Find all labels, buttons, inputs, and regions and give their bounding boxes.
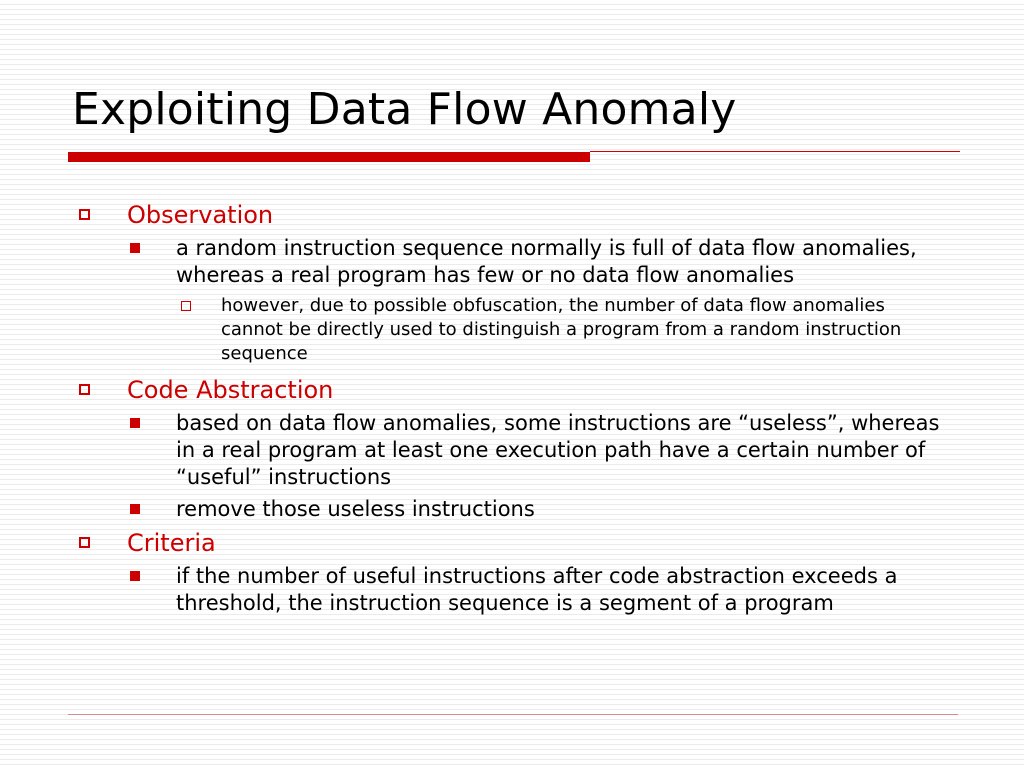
bullet-item (0, 235, 1024, 289)
hollow-square-bullet-icon (79, 209, 90, 220)
section-heading: Code Abstraction (127, 376, 334, 404)
bullet-text: remove those useless instructions (176, 497, 535, 521)
filled-square-bullet-icon (130, 243, 140, 253)
section-criteria (0, 528, 1024, 558)
bullet-item (0, 563, 1024, 617)
filled-square-bullet-icon (130, 418, 140, 428)
section-observation (0, 200, 1024, 230)
bullet-text: based on data flow anomalies, some instructions are “useless”, whereas in a real program at least one execution path have a certain number of “useful” instructions (176, 411, 940, 489)
filled-square-bullet-icon (130, 571, 140, 581)
section-heading: Criteria (127, 529, 216, 557)
section-heading: Observation (127, 201, 274, 229)
bullet-text: a random instruction sequence normally is full of data flow anomalies, whereas a real program has few or no data flow anomalies (176, 236, 917, 287)
sub-bullet-text: however, due to possible obfuscation, the number of data flow anomalies cannot be directly used to distinguish a program from a random instruction sequence (221, 295, 902, 364)
hollow-square-bullet-icon (79, 537, 90, 548)
bullet-item (0, 496, 1024, 523)
title-underline-thick (68, 152, 590, 162)
sub-bullet-item (0, 294, 1024, 366)
hollow-square-sub-bullet-icon (181, 301, 191, 311)
bullet-item (0, 410, 1024, 491)
title-underline-thin (590, 151, 960, 152)
section-code-abstraction (0, 375, 1024, 405)
bullet-text: if the number of useful instructions after code abstraction exceeds a threshold, the instruction sequence is a segment of a program (176, 564, 898, 615)
filled-square-bullet-icon (130, 504, 140, 514)
footer-divider (68, 714, 958, 715)
slide-title: Exploiting Data Flow Anomaly (72, 84, 737, 135)
slide-content (0, 200, 1024, 622)
hollow-square-bullet-icon (79, 384, 90, 395)
